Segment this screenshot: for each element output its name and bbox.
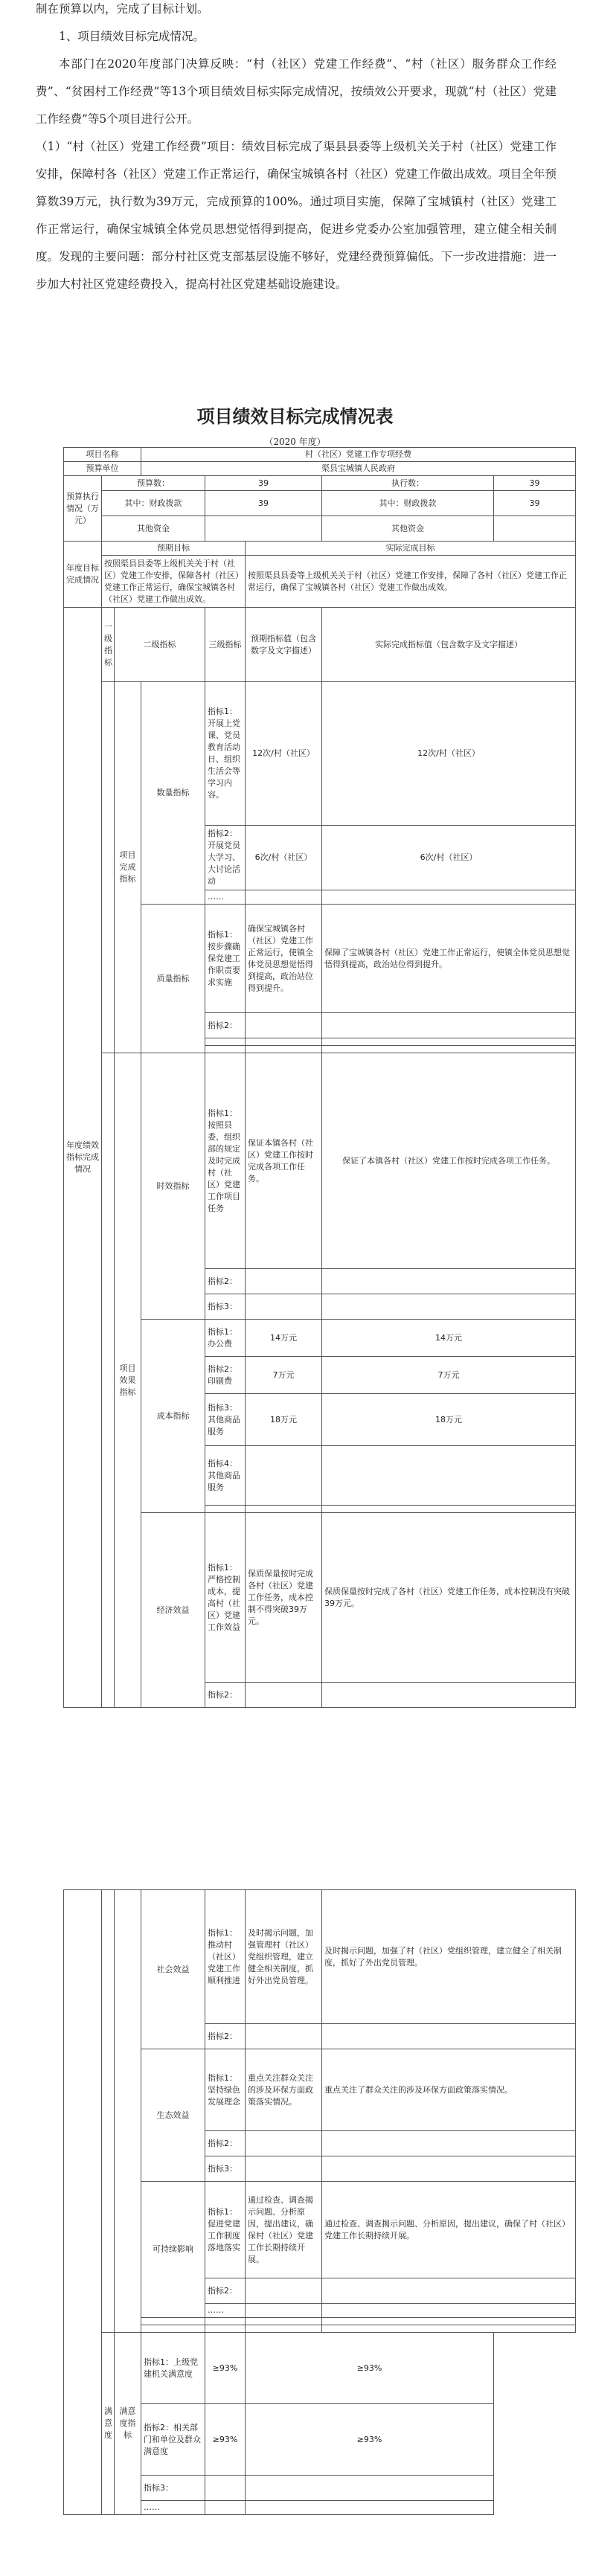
intro-text	[36, 0, 557, 298]
indicator-name: 指标1：促进党建工作制度落地落实	[205, 2182, 246, 2278]
table-year: （2020 年度）	[264, 437, 326, 447]
expected-value: 确保宝城镇各村（社区）党建工作正常运行，使镇全体党员思想觉悟得到提高，政治站位得到提升。	[246, 905, 322, 1013]
indicator-name: 指标2：相关部门和单位及群众满意度	[141, 2404, 205, 2476]
indicator-name: 指标2：	[205, 1013, 246, 1038]
table-title: 项目绩效目标完成情况表	[196, 406, 394, 427]
col-actual: 实际完成指标值（包含数字及文字描述）	[322, 608, 576, 682]
indicator-name: 指标3：	[205, 2156, 246, 2182]
col-expected: 预期指标值（包含数字及文字描述）	[246, 608, 322, 682]
expected-value: 18万元	[246, 1394, 322, 1446]
indicator-name: 指标3：其他商品服务	[205, 1394, 246, 1446]
sustainable-label: 可持续影响	[141, 2182, 205, 2318]
project-name: 村（社区）党建工作专项经费	[141, 448, 576, 462]
budget-amount: 39	[205, 476, 322, 491]
actual-goal: 按照渠县县委等上级机关关于村（社区）党建工作安排，保障了各村（社区）党建工作正常运行，确保了宝城镇各村（社区）党建工作做出成效。	[246, 556, 576, 608]
actual-value: 保证了本镇各村（社区）党建工作按时完成各项工作任务。	[322, 1053, 576, 1269]
fiscal-value-2: 39	[494, 491, 576, 516]
actual-value: 及时揭示问题，加强了村（社区）党组织管理，建立健全了相关制度，抓好了外出党员管理。	[322, 1890, 576, 2024]
indicator-name: 指标2：	[205, 1269, 246, 1294]
performance-table	[63, 447, 576, 1708]
indicator-placeholder: ……	[205, 2304, 246, 2318]
social-label: 社会效益	[141, 1890, 205, 2049]
indicator-name: 指标1：开展上党课、党员教育活动日、组织生活会等学习内容。	[205, 682, 246, 826]
expected-goal: 按照渠县县委等上级机关关于村（社区）党建工作安排，保障各村（社区）党建工作正常运行，确保宝城镇各村（社区）党建工作做出成效。	[102, 556, 246, 608]
indicator-name: 指标3：	[205, 1294, 246, 1320]
indicator-name: 指标2：开展党员大学习、大讨论活动	[205, 826, 246, 890]
actual-value: 7万元	[322, 1357, 576, 1394]
expected-goal-label: 预期目标	[102, 542, 246, 556]
satisfaction-label: 满意度	[102, 2333, 115, 2515]
quantity-label: 数量指标	[141, 682, 205, 905]
actual-value: 12次/村（社区）	[322, 682, 576, 826]
col-level3: 三级指标	[205, 608, 246, 682]
indicator-name: 指标2：	[205, 2131, 246, 2156]
quality-label: 质量指标	[141, 905, 205, 1053]
indicator-name: 指标3：	[141, 2476, 205, 2501]
fiscal-label: 其中：财政拨款	[102, 491, 205, 516]
project-name-label: 项目名称	[64, 448, 141, 462]
expected-value: 6次/村（社区）	[246, 826, 322, 890]
actual-value: 保质保量按时完成了各村（社区）党建工作任务，成本控制没有突破39万元。	[322, 1513, 576, 1683]
expected-value: 12次/村（社区）	[246, 682, 322, 826]
actual-value: 重点关注了群众关注的涉及环保方面政策落实情况。	[322, 2049, 576, 2131]
intro-line-2: 本部门在2020年度部门决算反映：“村（社区）党建工作经费”、“村（社区）服务群众工作经费”、“贫困村工作经费”等13个项目绩效目标实际完成情况，按绩效公开要求，现就“村（社区）党建工作经费”等5个项目进行公开。	[36, 57, 557, 126]
intro-line-0: 制在预算以内，完成了目标计划。	[36, 2, 209, 16]
cost-label: 成本指标	[141, 1320, 205, 1513]
indicator-name: 指标2：	[205, 2024, 246, 2049]
other-funds-label: 其他资金	[102, 516, 205, 542]
economic-label: 经济效益	[141, 1513, 205, 1708]
expected-value: 7万元	[246, 1357, 322, 1394]
indicator-name: 指标1：按步骤确保党建工作职责要求实施	[205, 905, 246, 1013]
actual-goal-label: 实际完成目标	[246, 542, 576, 556]
expected-value: 保质保量按时完成各村（社区）党建工作任务，成本控制不得突破39万元。	[246, 1513, 322, 1683]
col-level2: 二级指标	[115, 608, 205, 682]
expected-value: 及时揭示问题，加强管理村（社区）党组织管理，建立健全相关制度，抓好外出党员管理。	[246, 1890, 322, 2024]
indicator-name: 指标2：印刷费	[205, 1357, 246, 1394]
fiscal-label-2: 其中：财政拨款	[322, 491, 494, 516]
indicator-name: 指标1：推动村（社区）党建工作顺利推进	[205, 1890, 246, 2024]
indicator-placeholder: ……	[205, 890, 246, 905]
perf-label: 年度绩效指标完成情况	[64, 608, 102, 1708]
exec-amount-label: 执行数：	[322, 476, 494, 491]
satisfaction-indicator-label: 满意度指标	[115, 2333, 141, 2515]
effect-label: 项目效果指标	[115, 1053, 141, 1708]
exec-amount: 39	[494, 476, 576, 491]
timeliness-label: 时效指标	[141, 1053, 205, 1320]
indicator-name: 指标1：按照县委、组织部的规定及时完成村（社区）党建工作项目任务	[205, 1053, 246, 1269]
budget-label: 预算执行情况（万元）	[64, 476, 102, 542]
actual-value: ≥93%	[246, 2404, 494, 2476]
budget-amount-label: 预算数：	[102, 476, 205, 491]
intro-line-1: 1、项目绩效目标完成情况。	[59, 30, 205, 43]
expected-value: 通过检查、调查揭示问题、分析原因，提出建议，确保村（社区）党建工作长期持续开展。	[246, 2182, 322, 2278]
annual-goal-label: 年度目标完成情况	[64, 542, 102, 608]
actual-value: 通过检查、调查揭示问题、分析原因，提出建议，确保了村（社区）党建工作长期持续开展。	[322, 2182, 576, 2278]
performance-table-continued	[63, 1889, 576, 2515]
col-level1: 一级指标	[102, 608, 115, 682]
dept-name: 渠县宝城镇人民政府	[141, 462, 576, 476]
actual-value: 18万元	[322, 1394, 576, 1446]
indicator-name: 指标1：严格控制成本，提高村（社区）党建工作效益	[205, 1513, 246, 1683]
indicator-placeholder: ……	[141, 2501, 205, 2515]
output-label: 项目完成指标	[115, 682, 141, 1053]
indicator-name: 指标1：上级党建机关满意度	[141, 2333, 205, 2404]
indicator-name: 指标4：其他商品服务	[205, 1446, 246, 1506]
indicator-name: 指标2：	[205, 1683, 246, 1708]
indicator-name: 指标1：办公费	[205, 1320, 246, 1357]
expected-value: ≥93%	[205, 2404, 246, 2476]
actual-value: 6次/村（社区）	[322, 826, 576, 890]
expected-value: 重点关注群众关注的涉及环保方面政策落实情况。	[246, 2049, 322, 2131]
expected-value: 14万元	[246, 1320, 322, 1357]
ecological-label: 生态效益	[141, 2049, 205, 2182]
other-funds-label-2: 其他资金	[322, 516, 494, 542]
expected-value: ≥93%	[205, 2333, 246, 2404]
actual-value: 保障了宝城镇各村（社区）党建工作正常运行，使镇全体党员思想觉悟得到提高，政治站位得到提升。	[322, 905, 576, 1013]
fiscal-value: 39	[205, 491, 322, 516]
indicator-name: 指标1：坚持绿色发展理念	[205, 2049, 246, 2131]
indicator-name: 指标2：	[205, 2278, 246, 2304]
actual-value: 14万元	[322, 1320, 576, 1357]
intro-line-3: （1）“村（社区）党建工作经费”项目：绩效目标完成了渠县县委等上级机关关于村（社区）党建工作安排，保障村各（社区）党建工作正常运行，确保宝城镇各村（社区）党建工作做出成效。项目全年预算数39万元，执行数为39万元，完成预算的100%。通过项目实施，保障了宝城镇村（社区）党建工作正常运行，确保宝城镇全体党员思想觉悟得到提高，促进乡党委办公室加强管理，建立健全相关制度。发现的主要问题：部分村社区党支部基层设施不够好，党建经费预算偏低。下一步改进措施：进一步加大村社区党建经费投入，提高村社区党建基础设施建设。	[36, 140, 557, 291]
actual-value: ≥93%	[246, 2333, 494, 2404]
dept-label: 预算单位	[64, 462, 141, 476]
expected-value: 保证本镇各村（社区）党建工作按时完成各项工作任务。	[246, 1053, 322, 1269]
